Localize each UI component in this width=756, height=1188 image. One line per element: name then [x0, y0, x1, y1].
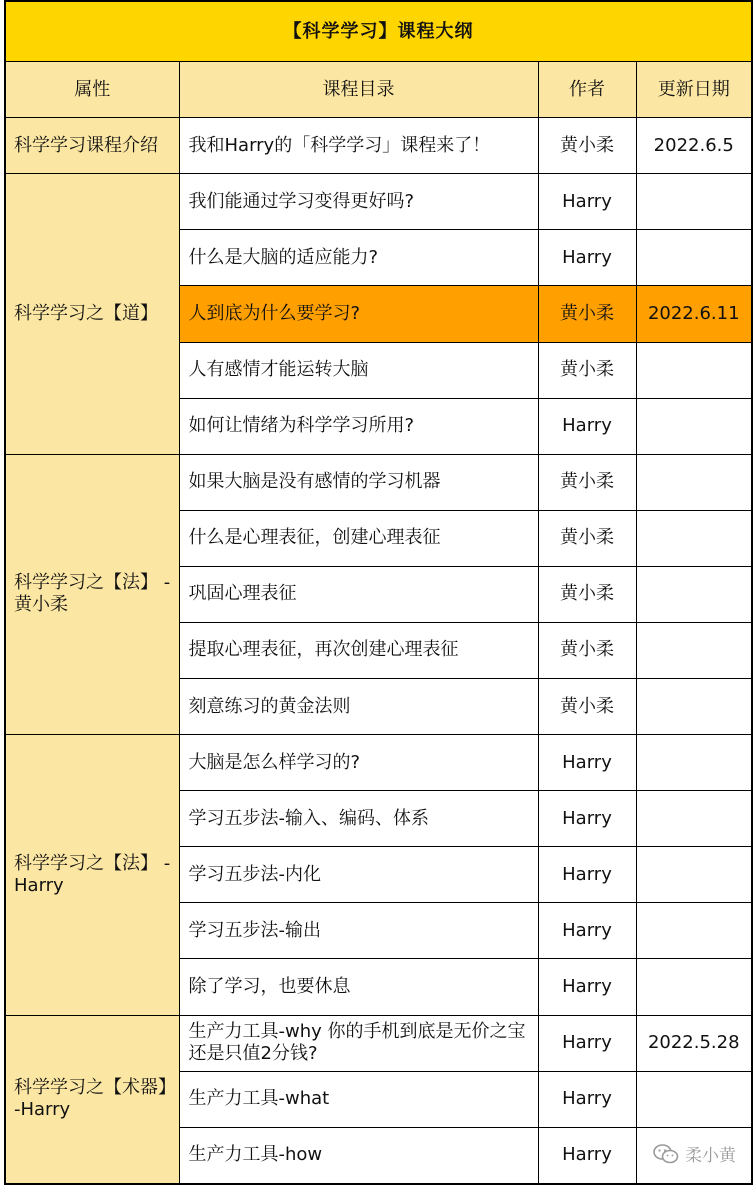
author-cell: Harry	[538, 174, 636, 230]
watermark-text: 柔小黄	[685, 1146, 736, 1166]
course-outline-table	[4, 0, 753, 1185]
date-cell	[636, 454, 752, 510]
column-header-author: 作者	[538, 62, 636, 118]
table-row	[5, 454, 752, 510]
date-cell	[636, 622, 752, 678]
lesson-title-cell: 如何让情绪为科学学习所用?	[179, 398, 538, 454]
author-cell: Harry	[538, 959, 636, 1015]
lesson-title-cell: 我们能通过学习变得更好吗?	[179, 174, 538, 230]
date-cell: 2022.6.5	[636, 118, 752, 174]
author-cell: Harry	[538, 903, 636, 959]
lesson-title-cell: 如果大脑是没有感情的学习机器	[179, 454, 538, 510]
date-cell: 2022.6.11	[636, 286, 752, 342]
date-cell	[636, 230, 752, 286]
column-header-date: 更新日期	[636, 62, 752, 118]
date-cell	[636, 735, 752, 791]
page-title: 【科学学习】课程大纲	[5, 1, 752, 62]
author-cell: Harry	[538, 735, 636, 791]
watermark	[653, 1141, 736, 1166]
category-cell: 科学学习之【法】 -黄小柔	[5, 454, 179, 734]
category-cell: 科学学习课程介绍	[5, 118, 179, 174]
author-cell: 黄小柔	[538, 622, 636, 678]
lesson-title-cell: 学习五步法-输出	[179, 903, 538, 959]
table-row	[5, 735, 752, 791]
category-cell: 科学学习之【术器】 -Harry	[5, 1015, 179, 1184]
category-cell: 科学学习之【法】 -Harry	[5, 735, 179, 1015]
wechat-icon	[653, 1144, 679, 1164]
category-cell: 科学学习之【道】	[5, 174, 179, 454]
author-cell: 黄小柔	[538, 454, 636, 510]
date-cell	[636, 510, 752, 566]
lesson-title-cell: 生产力工具-how	[179, 1127, 538, 1184]
author-cell: Harry	[538, 847, 636, 903]
date-cell	[636, 847, 752, 903]
table-row	[5, 174, 752, 230]
table-row	[5, 118, 752, 174]
author-cell: Harry	[538, 791, 636, 847]
date-cell	[636, 398, 752, 454]
author-cell: 黄小柔	[538, 286, 636, 342]
lesson-title-cell: 刻意练习的黄金法则	[179, 679, 538, 735]
column-header-attribute: 属性	[5, 62, 179, 118]
date-cell	[636, 959, 752, 1015]
lesson-title-cell: 大脑是怎么样学习的?	[179, 735, 538, 791]
lesson-title-cell: 人有感情才能运转大脑	[179, 342, 538, 398]
date-cell	[636, 791, 752, 847]
lesson-title-cell: 提取心理表征，再次创建心理表征	[179, 622, 538, 678]
lesson-title-cell: 学习五步法-内化	[179, 847, 538, 903]
lesson-title-cell: 什么是心理表征，创建心理表征	[179, 510, 538, 566]
lesson-title-cell: 除了学习，也要休息	[179, 959, 538, 1015]
author-cell: Harry	[538, 230, 636, 286]
author-cell: 黄小柔	[538, 510, 636, 566]
column-header-lesson: 课程目录	[179, 62, 538, 118]
date-cell	[636, 903, 752, 959]
author-cell: 黄小柔	[538, 679, 636, 735]
date-cell	[636, 679, 752, 735]
author-cell: Harry	[538, 1127, 636, 1184]
lesson-title-cell: 巩固心理表征	[179, 566, 538, 622]
author-cell: Harry	[538, 1071, 636, 1127]
author-cell: Harry	[538, 398, 636, 454]
author-cell: 黄小柔	[538, 566, 636, 622]
date-cell: 2022.5.28	[636, 1015, 752, 1071]
date-cell	[636, 342, 752, 398]
table-row	[5, 1015, 752, 1071]
lesson-title-cell: 生产力工具-why 你的手机到底是无价之宝还是只值2分钱?	[179, 1015, 538, 1071]
author-cell: 黄小柔	[538, 342, 636, 398]
date-cell	[636, 566, 752, 622]
author-cell: 黄小柔	[538, 118, 636, 174]
lesson-title-cell: 我和Harry的「科学学习」课程来了！	[179, 118, 538, 174]
author-cell: Harry	[538, 1015, 636, 1071]
date-cell	[636, 1071, 752, 1127]
date-cell	[636, 174, 752, 230]
lesson-title-cell: 人到底为什么要学习?	[179, 286, 538, 342]
lesson-title-cell: 生产力工具-what	[179, 1071, 538, 1127]
lesson-title-cell: 学习五步法-输入、编码、体系	[179, 791, 538, 847]
lesson-title-cell: 什么是大脑的适应能力?	[179, 230, 538, 286]
header-row	[5, 62, 752, 118]
